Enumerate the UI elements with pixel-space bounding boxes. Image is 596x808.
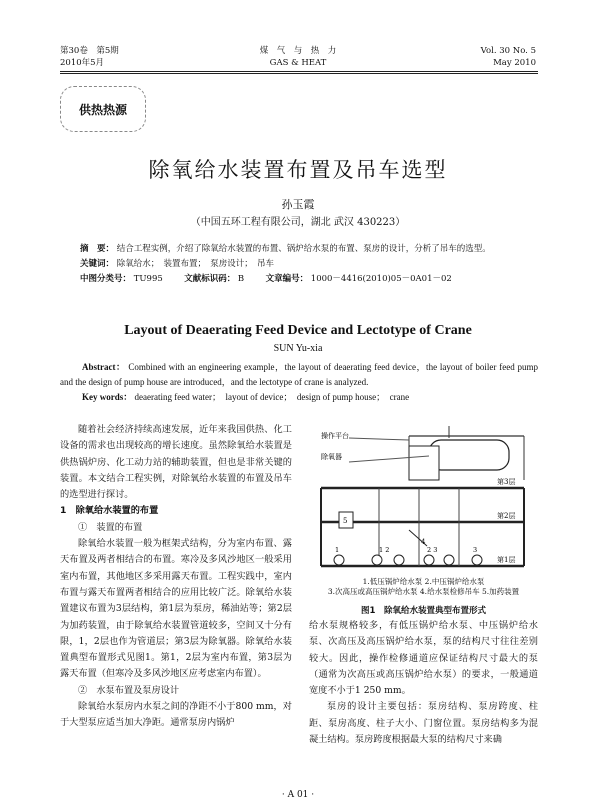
pumps (334, 555, 482, 565)
num-4: 4 (421, 538, 426, 546)
left-column (60, 422, 292, 732)
floor2-label: 第2层 (497, 512, 516, 520)
english-title: Layout of Deaerating Feed Device and Lectotype of Crane (124, 323, 472, 338)
english-abstract (60, 360, 538, 405)
english-abstract-label: Abstract： (82, 362, 126, 372)
pump (394, 555, 404, 565)
english-abstract-para (60, 360, 538, 390)
num-2-3: 2 3 (427, 546, 438, 554)
header-rule (60, 71, 538, 72)
keywords-text: 除氧给水； 装置布置； 泵房设计； 吊车 (116, 259, 274, 269)
right-column (309, 618, 538, 748)
subsection-heading: ① 装置的布置 (78, 521, 143, 533)
abstract-cn (60, 242, 538, 287)
pump-paragraph: 除氧给水泵房内水泵之间的净距不小于800 mm，对于大型泵应适当加大净距。通常泵房内锅炉 (60, 701, 292, 729)
article-label: 文章编号： (265, 274, 309, 284)
english-keywords-text: deaerating feed water； layout of device； design of pump house； crane (134, 392, 410, 402)
legend-line-1: 1.低压锅炉给水泵 2.中压锅炉给水泵 (362, 577, 485, 586)
journal-name-cn: 煤 气 与 热 力 (259, 46, 337, 56)
journal-name-en: GAS & HEAT (269, 58, 327, 68)
pump-spec-paragraph: 给水泵规格较多，有低压锅炉给水泵、中压锅炉给水泵、次高压及高压锅炉给水泵，泵的结构尺寸往往差别较大。因此，操作检修通道应保证结构尺寸最大的泵（通常为次高压或高压锅炉给水泵）的要求，一般通道宽度不小于1 250 mm。 (309, 620, 538, 697)
abstract-label: 摘 要： (80, 244, 115, 254)
abstract-cn-line (60, 242, 538, 257)
abstract-text: 结合工程实例，介绍了除氧给水装置的布置、锅炉给水泵的布置、泵房的设计，分析了吊车的选型。 (116, 244, 491, 254)
num-3: 3 (473, 546, 478, 554)
volume-issue: 第30卷 第5期 (60, 46, 119, 56)
deaerator-column (409, 446, 439, 480)
issue-date-en: May 2010 (493, 58, 536, 68)
clc-label: 中图分类号： (80, 274, 132, 284)
clc-value: TU995 (133, 274, 163, 284)
floor3-label: 第3层 (497, 478, 516, 486)
pump (472, 555, 482, 565)
english-author: SUN Yu-xia (273, 343, 323, 354)
header-rule-2 (60, 73, 538, 74)
figure-diagram (309, 426, 538, 576)
figure-legend (309, 577, 538, 597)
english-keywords (60, 390, 538, 405)
columns (379, 488, 459, 566)
keywords-label: 关键词： (80, 259, 115, 269)
label-platform: 操作平台 (321, 432, 349, 440)
subsection-heading-2: ② 水泵布置及泵房设计 (78, 684, 180, 696)
pump (372, 555, 382, 565)
english-abstract-text: Combined with an engineering example，the layout of deaerating feed device，the layout of boiler feed pump and the design of pump house are introduced，and the lectotype of crane is analyzed. (60, 362, 538, 387)
classification-line (60, 272, 538, 287)
deaerator-tank (429, 440, 509, 470)
author: 孙玉霞 (281, 198, 315, 211)
pump (334, 555, 344, 565)
affiliation: （中国五环工程有限公司，湖北 武汉 430223） (190, 217, 406, 228)
floor1-label: 第1层 (497, 556, 516, 564)
section-badge: 供热热源 (60, 86, 146, 132)
paper-title: 除氧给水装置布置及吊车选型 (148, 158, 448, 182)
english-keywords-label: Key words： (82, 392, 133, 402)
legend-line-2: 3.次高压或高压锅炉给水泵 4.给水泵检修吊车 5.加药装置 (327, 587, 520, 596)
num-1: 1 (335, 546, 340, 554)
page-number: · A 01 · (281, 790, 315, 800)
doc-value: B (237, 274, 245, 284)
num-5: 5 (343, 517, 348, 525)
issue-date: 2010年5月 (60, 58, 105, 68)
platform-leader (349, 438, 409, 440)
pump-house-paragraph: 泵房的设计主要包括：泵房结构、泵房跨度、柱距、泵房高度、柱子大小、门窗位置。泵房结构多为混凝土结构。泵房跨度根据最大泵的结构尺寸来确 (309, 701, 538, 746)
pump (424, 555, 434, 565)
layout-paragraph: 除氧给水装置一般为框架式结构，分为室内布置、露天布置及两者相结合的布置。寒冷及多风沙地区一般采用室内布置，其他地区多采用露天布置。工程实践中，室内布置与露天布置两者相结合的应用比较广泛。除氧给水装置建议布置为3层结构，第1层为泵房，稀油站等；第2层为加药装置，由于除氧给水装置管道较多，空间又十分有限，1，2层也作为管道层；第3层为除氧器。除氧给水装置典型布置形式见图1。第1，2层为室内布置，第3层为露天布置（但寒冷及多风沙地区应考虑室内布置）。 (60, 538, 292, 680)
article-value: 1000－4416(2010)05－0A01－02 (310, 274, 452, 284)
section-heading: 1 除氧给水装置的布置 (60, 505, 159, 517)
keywords-cn (60, 257, 538, 272)
journal-volume-en (481, 45, 536, 69)
figure-caption: 图1 除氧给水装置典型布置形式 (361, 606, 486, 616)
doc-label: 文献标识码： (184, 274, 236, 284)
pump (444, 555, 454, 565)
num-1-2: 1 2 (379, 546, 390, 554)
intro-paragraph: 随着社会经济持续高速发展，近年来我国供热、化工设备的需求也出现较高的增长速度。虽然除氧给水装置是供热锅炉房、化工动力站的辅助装置，但也是非常关键的装置。本文结合工程实例，对除氧给水装置的布置及吊车的选型进行探讨。 (60, 424, 292, 501)
label-deaerator: 除氧器 (321, 453, 342, 461)
volume-issue-en: Vol. 30 No. 5 (480, 46, 536, 56)
